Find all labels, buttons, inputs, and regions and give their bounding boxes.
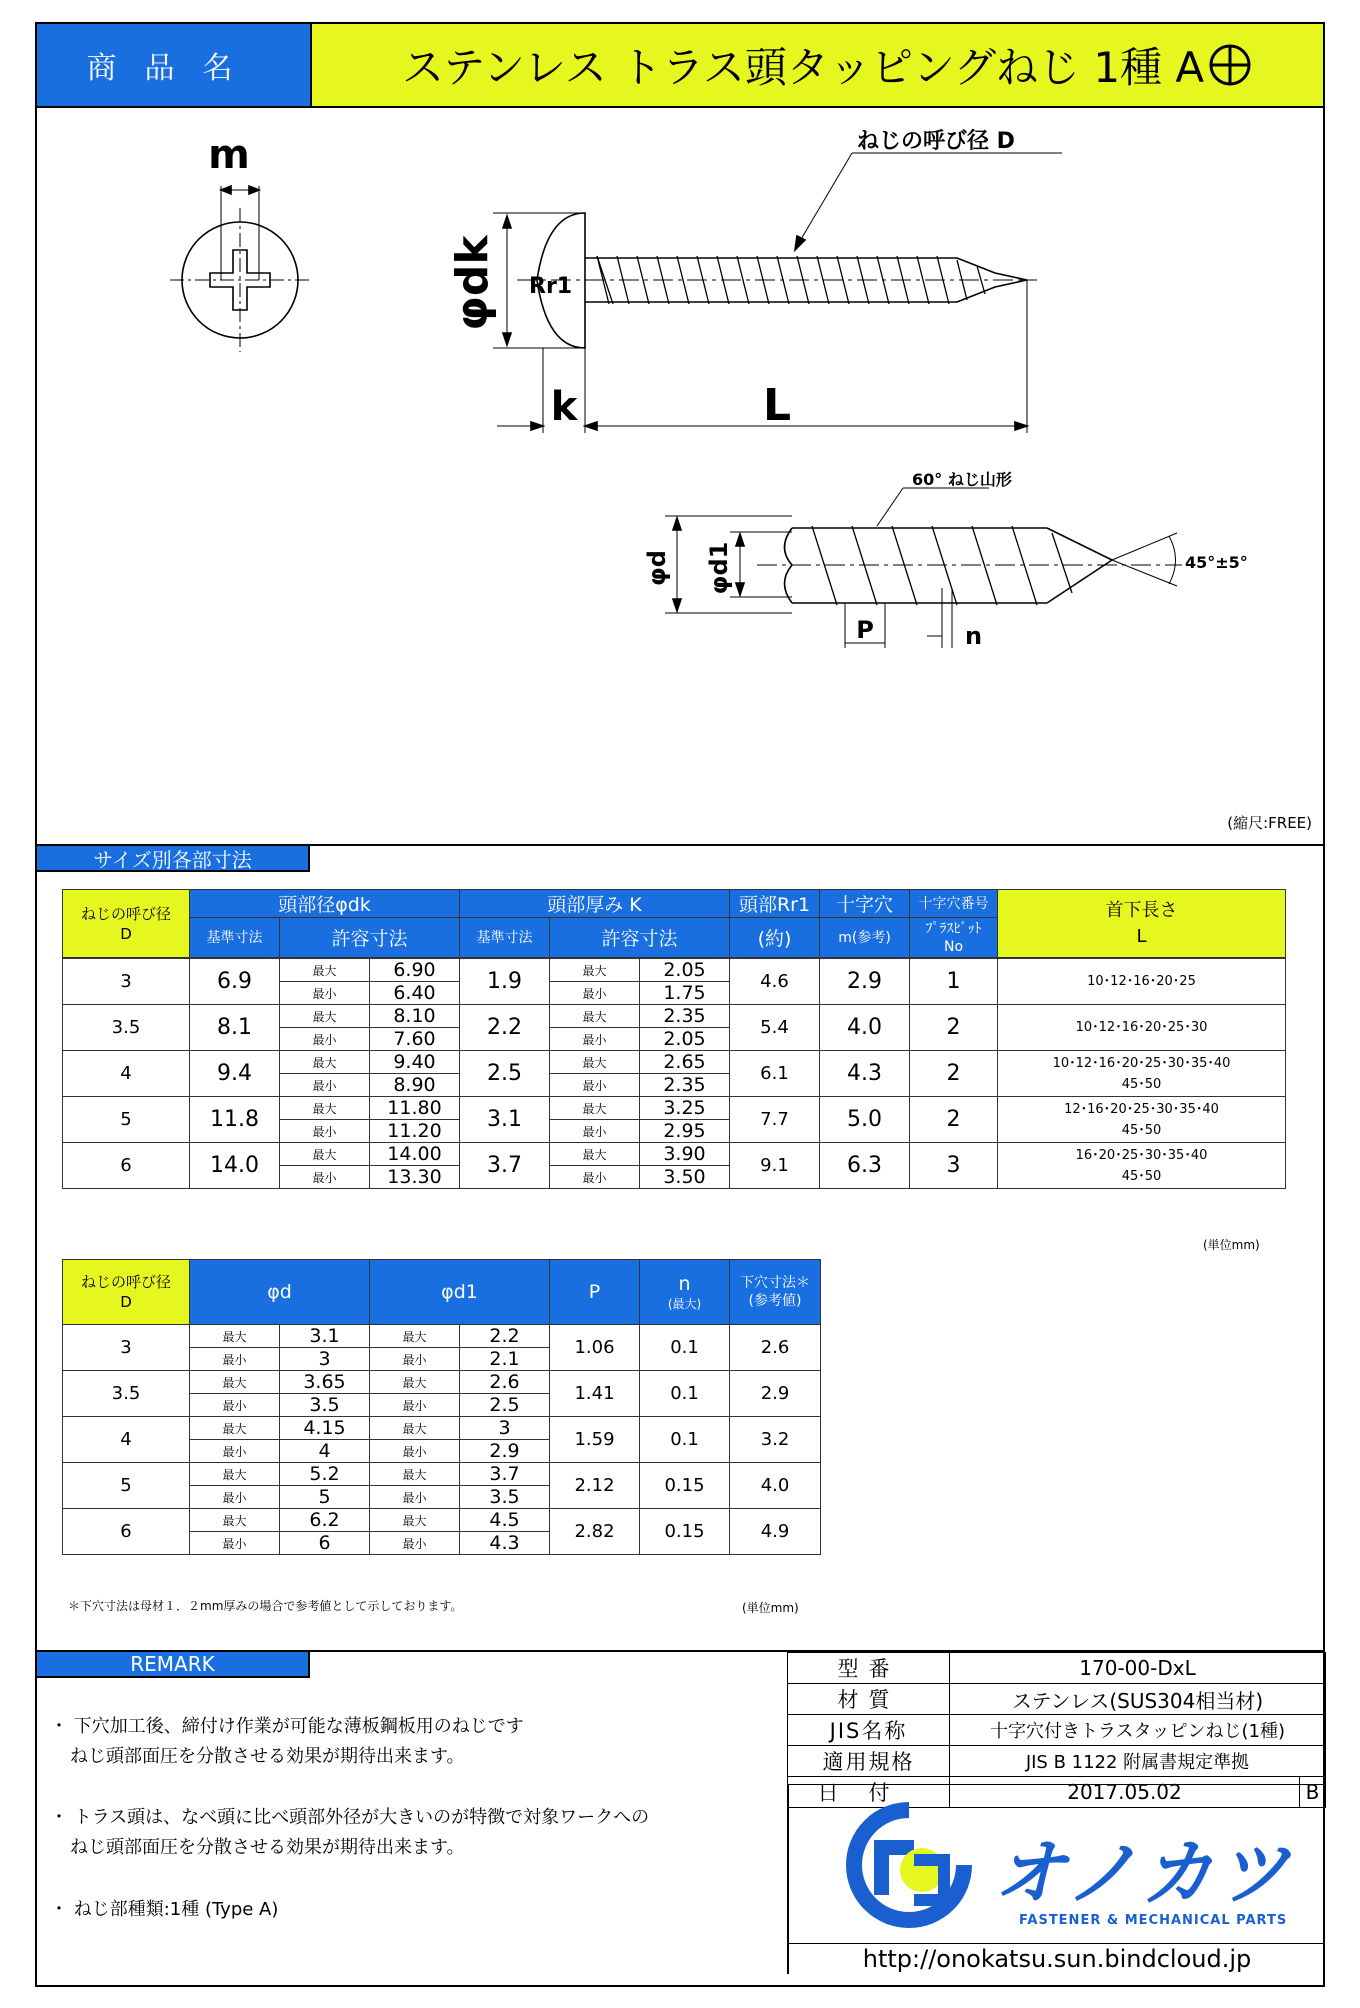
lengths-line-2: 45･50 bbox=[1121, 1076, 1162, 1092]
header-bar bbox=[35, 22, 1325, 108]
label-tip-angle: 45°±5° bbox=[1185, 553, 1248, 572]
cell-label-min: 最小 bbox=[190, 1486, 280, 1509]
cell-pilot-hole: 4.0 bbox=[730, 1463, 821, 1509]
cell-pitch: 2.12 bbox=[550, 1463, 640, 1509]
table-row bbox=[63, 1005, 1286, 1028]
cell-m: 4.0 bbox=[820, 1005, 910, 1051]
table-row bbox=[63, 1143, 1286, 1166]
label-rr1: Rr1 bbox=[529, 274, 573, 299]
cell-label-max: 最大 bbox=[190, 1325, 280, 1348]
cell-bit-no: 2 bbox=[910, 1005, 998, 1051]
cell-d-min: 5 bbox=[280, 1486, 370, 1509]
cell-k-max: 2.65 bbox=[640, 1051, 730, 1074]
info-material: ステンレス(SUS304相当材) bbox=[950, 1684, 1326, 1715]
info-revision: B bbox=[1300, 1777, 1326, 1808]
table-row bbox=[63, 959, 1286, 982]
thread-table bbox=[62, 1259, 821, 1555]
t2-col-n: n (最大) bbox=[640, 1260, 730, 1325]
label-callout: ねじの呼び径 D bbox=[857, 129, 1015, 154]
info-key-standard: 適用規格 bbox=[788, 1746, 950, 1777]
cell-pilot-hole: 3.2 bbox=[730, 1417, 821, 1463]
cell-label-max: 最大 bbox=[280, 959, 370, 982]
product-title-text: ステンレス トラス頭タッピングねじ 1種 A bbox=[402, 43, 1205, 92]
cell-dk: 9.4 bbox=[190, 1051, 280, 1097]
cell-d1-min: 2.9 bbox=[460, 1440, 550, 1463]
info-model: 170-00-DxL bbox=[950, 1653, 1326, 1684]
cell-label-max: 最大 bbox=[280, 1097, 370, 1120]
cell-label-max: 最大 bbox=[190, 1417, 280, 1440]
remark-line-4: ねじ頭部面圧を分散させる効果が期待出来ます。 bbox=[70, 1837, 465, 1858]
dimension-table-body bbox=[62, 958, 1286, 1189]
cell-k: 1.9 bbox=[460, 959, 550, 1005]
cell-d1-max: 2.6 bbox=[460, 1371, 550, 1394]
cell-dia: 3.5 bbox=[63, 1005, 190, 1051]
product-title bbox=[312, 24, 1323, 106]
cell-label-min: 最小 bbox=[280, 1120, 370, 1143]
col-cross: 十字穴 bbox=[820, 890, 910, 918]
cell-d-max: 3.65 bbox=[280, 1371, 370, 1394]
cell-label-min: 最小 bbox=[190, 1394, 280, 1417]
cell-label-max: 最大 bbox=[550, 1143, 640, 1166]
label-thread-angle: 60° ねじ山形 bbox=[912, 470, 1012, 489]
cell-label-min: 最小 bbox=[550, 1028, 640, 1051]
cell-k: 3.7 bbox=[460, 1143, 550, 1189]
cell-dk-min: 13.30 bbox=[370, 1166, 460, 1189]
remark-text-2 bbox=[50, 1803, 649, 1863]
remark-line-1: ・ 下穴加工後、締付け作業が可能な薄板鋼板用のねじです bbox=[50, 1716, 524, 1737]
onokatsu-logo-icon bbox=[844, 1800, 974, 1930]
cell-bit-no: 2 bbox=[910, 1051, 998, 1097]
cell-d1-max: 3 bbox=[460, 1417, 550, 1440]
cell-label-max: 最大 bbox=[280, 1143, 370, 1166]
lengths-line-1: 12･16･20･25･30･35･40 bbox=[1064, 1101, 1219, 1117]
cell-label-max: 最大 bbox=[280, 1005, 370, 1028]
table2-unit: (単位mm) bbox=[742, 1601, 799, 1615]
cell-dk-min: 8.90 bbox=[370, 1074, 460, 1097]
cell-k-min: 2.95 bbox=[640, 1120, 730, 1143]
cell-d1-max: 4.5 bbox=[460, 1509, 550, 1532]
cell-dk-max: 6.90 bbox=[370, 959, 460, 982]
cell-k: 2.2 bbox=[460, 1005, 550, 1051]
lengths-line-1: 10･12･16･20･25 bbox=[1087, 974, 1196, 989]
cell-dia: 5 bbox=[63, 1097, 190, 1143]
cell-dk: 14.0 bbox=[190, 1143, 280, 1189]
cell-pilot-hole: 4.9 bbox=[730, 1509, 821, 1555]
cell-d1-max: 3.7 bbox=[460, 1463, 550, 1486]
info-date: 2017.05.02 bbox=[950, 1777, 1300, 1808]
table2-footnote: ＊下穴寸法は母材１．２mm厚みの場合で参考値として示しております。 bbox=[68, 1599, 463, 1613]
label-P: P bbox=[856, 616, 874, 644]
cell-rr1: 4.6 bbox=[730, 959, 820, 1005]
label-phi-d: φd bbox=[643, 550, 671, 586]
cell-dia: 4 bbox=[63, 1417, 190, 1463]
cell-dk-min: 11.20 bbox=[370, 1120, 460, 1143]
logo-url[interactable]: http://onokatsu.sun.bindcloud.jp bbox=[789, 1943, 1325, 1974]
cell-pitch: 1.59 bbox=[550, 1417, 640, 1463]
cell-lengths bbox=[998, 1143, 1286, 1189]
col-head-dia: 頭部径φdk bbox=[190, 890, 460, 918]
table-row bbox=[63, 1417, 821, 1440]
logo-name: オノカツ bbox=[994, 1831, 1293, 1915]
cell-n: 0.1 bbox=[640, 1371, 730, 1417]
col-cross-sub: m(参考) bbox=[820, 918, 910, 958]
cell-d1-max: 2.2 bbox=[460, 1325, 550, 1348]
remark-line-5: ・ ねじ部種類:1種 (Type A) bbox=[50, 1899, 279, 1920]
table-row bbox=[63, 1371, 821, 1394]
cell-m: 5.0 bbox=[820, 1097, 910, 1143]
label-phi-d1: φd1 bbox=[705, 541, 733, 595]
cell-label-max: 最大 bbox=[550, 959, 640, 982]
info-jis: 十字穴付きトラスタッピンねじ(1種) bbox=[950, 1715, 1326, 1746]
cell-label-min: 最小 bbox=[280, 1028, 370, 1051]
col-nominal-dia: ねじの呼び径 D bbox=[63, 890, 190, 958]
remark-line-2: ねじ頭部面圧を分散させる効果が期待出来ます。 bbox=[70, 1746, 465, 1767]
remark-title: REMARK bbox=[35, 1650, 310, 1678]
technical-drawing bbox=[37, 108, 1323, 844]
cell-d-min: 3 bbox=[280, 1348, 370, 1371]
cell-k-min: 1.75 bbox=[640, 982, 730, 1005]
label-n: n bbox=[965, 622, 983, 650]
cell-k-min: 2.35 bbox=[640, 1074, 730, 1097]
cell-label-min: 最小 bbox=[190, 1348, 280, 1371]
table-row bbox=[63, 1325, 821, 1348]
product-name-label: 商品名 bbox=[37, 24, 312, 106]
cell-d1-min: 2.5 bbox=[460, 1394, 550, 1417]
col-cross-no-sub: ﾌﾟﾗｽﾋﾞｯﾄ No bbox=[910, 918, 998, 958]
t2-col-nominal: ねじの呼び径 D bbox=[63, 1260, 190, 1325]
cell-label-min: 最小 bbox=[280, 982, 370, 1005]
cell-pitch: 1.06 bbox=[550, 1325, 640, 1371]
cell-dk-max: 14.00 bbox=[370, 1143, 460, 1166]
cell-label-max: 最大 bbox=[370, 1509, 460, 1532]
cell-label-min: 最小 bbox=[370, 1486, 460, 1509]
lengths-line-2: 45･50 bbox=[1121, 1122, 1162, 1138]
lengths-line-2: 45･50 bbox=[1121, 1168, 1162, 1184]
cell-d-min: 3.5 bbox=[280, 1394, 370, 1417]
cell-label-max: 最大 bbox=[370, 1417, 460, 1440]
col-head-rr1: 頭部Rr1 bbox=[730, 890, 820, 918]
cell-label-min: 最小 bbox=[550, 1120, 640, 1143]
col-head-thick: 頭部厚み K bbox=[460, 890, 730, 918]
t2-col-d1: φd1 bbox=[370, 1260, 550, 1325]
cell-bit-no: 1 bbox=[910, 959, 998, 1005]
cell-dia: 6 bbox=[63, 1143, 190, 1189]
info-key-date: 日付 bbox=[788, 1777, 950, 1808]
cell-rr1: 9.1 bbox=[730, 1143, 820, 1189]
col-length: 首下長さ L bbox=[998, 890, 1286, 958]
cell-d-max: 3.1 bbox=[280, 1325, 370, 1348]
cell-dia: 3 bbox=[63, 1325, 190, 1371]
col-k-base: 基準寸法 bbox=[460, 918, 550, 958]
cell-label-max: 最大 bbox=[370, 1325, 460, 1348]
cell-k-max: 3.90 bbox=[640, 1143, 730, 1166]
cell-n: 0.15 bbox=[640, 1509, 730, 1555]
cell-k: 2.5 bbox=[460, 1051, 550, 1097]
cell-bit-no: 3 bbox=[910, 1143, 998, 1189]
table1-unit: (単位mm) bbox=[1203, 1238, 1260, 1252]
cell-m: 2.9 bbox=[820, 959, 910, 1005]
cell-label-max: 最大 bbox=[190, 1371, 280, 1394]
cell-dk-max: 8.10 bbox=[370, 1005, 460, 1028]
cell-dia: 5 bbox=[63, 1463, 190, 1509]
table-row bbox=[63, 1463, 821, 1486]
cell-label-min: 最小 bbox=[370, 1440, 460, 1463]
cell-pitch: 2.82 bbox=[550, 1509, 640, 1555]
col-k-tol: 許容寸法 bbox=[550, 918, 730, 958]
logo-tagline: FASTENER & MECHANICAL PARTS bbox=[1019, 1913, 1288, 1928]
label-phi-dk: φdk bbox=[447, 235, 498, 331]
cell-n: 0.15 bbox=[640, 1463, 730, 1509]
cell-d1-min: 4.3 bbox=[460, 1532, 550, 1555]
cell-label-max: 最大 bbox=[370, 1371, 460, 1394]
phillips-cross-icon bbox=[1208, 43, 1252, 87]
cell-d1-min: 3.5 bbox=[460, 1486, 550, 1509]
cell-label-max: 最大 bbox=[550, 1097, 640, 1120]
cell-d-min: 6 bbox=[280, 1532, 370, 1555]
cell-label-max: 最大 bbox=[550, 1005, 640, 1028]
cell-label-max: 最大 bbox=[280, 1051, 370, 1074]
cell-k-max: 2.05 bbox=[640, 959, 730, 982]
info-key-material: 材質 bbox=[788, 1684, 950, 1715]
cell-k: 3.1 bbox=[460, 1097, 550, 1143]
scale-note: (縮尺:FREE) bbox=[1227, 814, 1312, 832]
info-key-jis: JIS名称 bbox=[788, 1715, 950, 1746]
cell-m: 4.3 bbox=[820, 1051, 910, 1097]
cell-dia: 3 bbox=[63, 959, 190, 1005]
t2-col-hole: 下穴寸法＊ (参考値) bbox=[730, 1260, 821, 1325]
cell-label-min: 最小 bbox=[280, 1074, 370, 1097]
cell-rr1: 7.7 bbox=[730, 1097, 820, 1143]
cell-dk: 8.1 bbox=[190, 1005, 280, 1051]
info-key-model: 型番 bbox=[788, 1653, 950, 1684]
info-standard: JIS B 1122 附属書規定準拠 bbox=[950, 1746, 1326, 1777]
cell-lengths bbox=[998, 1097, 1286, 1143]
cell-label-max: 最大 bbox=[550, 1051, 640, 1074]
cell-label-min: 最小 bbox=[370, 1394, 460, 1417]
t2-col-d: φd bbox=[190, 1260, 370, 1325]
cell-label-max: 最大 bbox=[190, 1463, 280, 1486]
lengths-line-1: 10･12･16･20･25･30 bbox=[1075, 1020, 1208, 1035]
cell-label-min: 最小 bbox=[550, 1074, 640, 1097]
cell-dk: 11.8 bbox=[190, 1097, 280, 1143]
cell-label-min: 最小 bbox=[280, 1166, 370, 1189]
lengths-line-1: 10･12･16･20･25･30･35･40 bbox=[1052, 1055, 1231, 1071]
cell-k-min: 3.50 bbox=[640, 1166, 730, 1189]
remark-text-3 bbox=[50, 1895, 278, 1925]
cell-d-min: 4 bbox=[280, 1440, 370, 1463]
cell-label-min: 最小 bbox=[370, 1348, 460, 1371]
cell-pilot-hole: 2.9 bbox=[730, 1371, 821, 1417]
cell-d-max: 4.15 bbox=[280, 1417, 370, 1440]
cell-bit-no: 2 bbox=[910, 1097, 998, 1143]
col-dk-tol: 許容寸法 bbox=[280, 918, 460, 958]
col-rr1-sub: (約) bbox=[730, 918, 820, 958]
cell-label-min: 最小 bbox=[550, 982, 640, 1005]
cell-lengths bbox=[998, 959, 1286, 1005]
cell-k-max: 3.25 bbox=[640, 1097, 730, 1120]
size-section-title: サイズ別各部寸法 bbox=[35, 844, 310, 872]
cell-lengths bbox=[998, 1005, 1286, 1051]
cell-dk-max: 9.40 bbox=[370, 1051, 460, 1074]
cell-label-min: 最小 bbox=[550, 1166, 640, 1189]
cell-pilot-hole: 2.6 bbox=[730, 1325, 821, 1371]
cell-label-min: 最小 bbox=[190, 1440, 280, 1463]
col-cross-no: 十字穴番号 bbox=[910, 890, 998, 918]
cell-label-max: 最大 bbox=[190, 1509, 280, 1532]
logo-box bbox=[787, 1784, 1325, 1974]
table-row bbox=[63, 1509, 821, 1532]
cell-dk-max: 11.80 bbox=[370, 1097, 460, 1120]
table-row bbox=[63, 1097, 1286, 1120]
label-m: m bbox=[208, 132, 250, 178]
cell-n: 0.1 bbox=[640, 1325, 730, 1371]
cell-d-max: 6.2 bbox=[280, 1509, 370, 1532]
cell-pitch: 1.41 bbox=[550, 1371, 640, 1417]
cell-n: 0.1 bbox=[640, 1417, 730, 1463]
cell-lengths bbox=[998, 1051, 1286, 1097]
col-dk-base: 基準寸法 bbox=[190, 918, 280, 958]
cell-rr1: 6.1 bbox=[730, 1051, 820, 1097]
cell-dia: 6 bbox=[63, 1509, 190, 1555]
cell-d-max: 5.2 bbox=[280, 1463, 370, 1486]
cell-dia: 4 bbox=[63, 1051, 190, 1097]
cell-dia: 3.5 bbox=[63, 1371, 190, 1417]
cell-dk-min: 6.40 bbox=[370, 982, 460, 1005]
dimension-table-head bbox=[62, 889, 1286, 958]
lengths-line-1: 16･20･25･30･35･40 bbox=[1075, 1147, 1208, 1163]
cell-k-max: 2.35 bbox=[640, 1005, 730, 1028]
cell-label-min: 最小 bbox=[190, 1532, 280, 1555]
cell-label-max: 最大 bbox=[370, 1463, 460, 1486]
cell-dk: 6.9 bbox=[190, 959, 280, 1005]
cell-rr1: 5.4 bbox=[730, 1005, 820, 1051]
label-L: L bbox=[762, 380, 792, 431]
label-k: k bbox=[550, 384, 578, 430]
cell-k-min: 2.05 bbox=[640, 1028, 730, 1051]
remark-line-3: ・ トラス頭は、なべ頭に比べ頭部外径が大きいのが特徴で対象ワークへの bbox=[50, 1807, 650, 1828]
table-row bbox=[63, 1051, 1286, 1074]
cell-m: 6.3 bbox=[820, 1143, 910, 1189]
remark-text bbox=[50, 1712, 524, 1772]
cell-d1-min: 2.1 bbox=[460, 1348, 550, 1371]
cell-label-min: 最小 bbox=[370, 1532, 460, 1555]
t2-col-p: P bbox=[550, 1260, 640, 1325]
cell-dk-min: 7.60 bbox=[370, 1028, 460, 1051]
